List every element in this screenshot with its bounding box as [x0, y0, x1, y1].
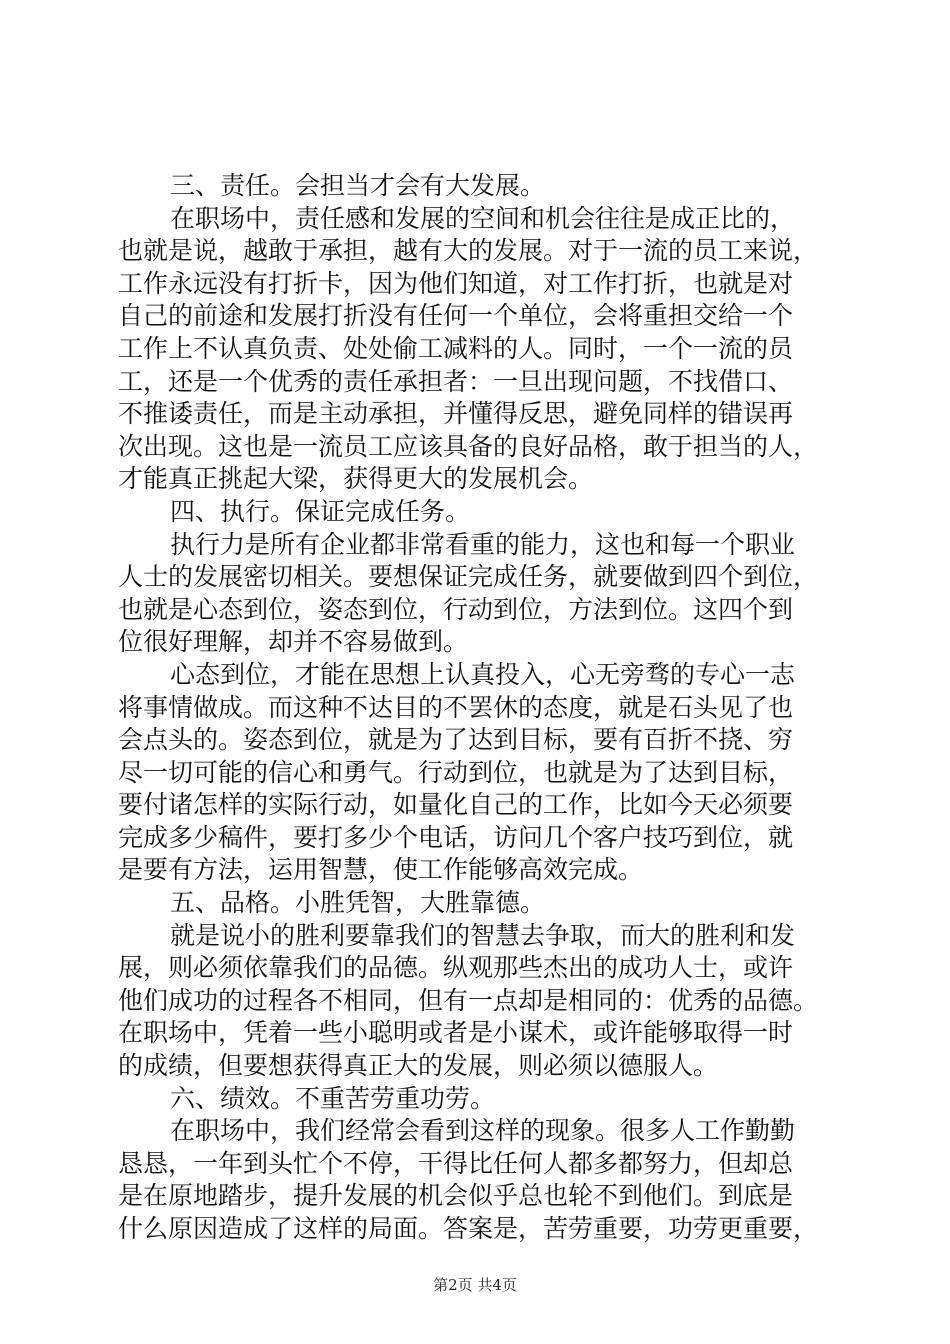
- text-line: 执行力是所有企业都非常看重的能力，这也和每一个职业: [170, 529, 796, 559]
- text-line: 才能真正挑起大梁，获得更大的发展机会。: [118, 464, 594, 494]
- text-line: 位很好理解，却并不容易做到。: [118, 627, 469, 657]
- text-line: 完成多少稿件，要打多少个电话，访问几个客户技巧到位，就: [118, 822, 794, 852]
- text-line: 在职场中，我们经常会看到这样的现象。很多人工作勤勤: [170, 1116, 796, 1146]
- text-line: 四、执行。保证完成任务。: [170, 496, 471, 526]
- text-line: 他们成功的过程各不相同，但有一点却是相同的：优秀的品德。: [118, 985, 819, 1015]
- text-line: 心态到位，才能在思想上认真投入，心无旁骛的专心一志: [170, 659, 796, 689]
- text-line: 工，还是一个优秀的责任承担者：一旦出现问题，不找借口、: [118, 366, 794, 396]
- text-line: 次出现。这也是一流员工应该具备的良好品格，敢于担当的人，: [118, 431, 819, 461]
- text-line: 六、绩效。不重苦劳重功劳。: [170, 1083, 496, 1113]
- text-line: 三、责任。会担当才会有大发展。: [170, 171, 546, 200]
- text-line: 工作永远没有打折卡，因为他们知道，对工作打折，也就是对: [118, 268, 794, 298]
- text-line: 会点头的。姿态到位，就是为了达到目标，要有百折不挠、穷: [118, 725, 794, 755]
- text-line: 是要有方法，运用智慧，使工作能够高效完成。: [118, 855, 644, 885]
- text-line: 在职场中，责任感和发展的空间和机会往往是成正比的，: [170, 203, 796, 233]
- text-line: 自己的前途和发展打折没有任何一个单位，会将重担交给一个: [118, 301, 794, 331]
- text-line: 不推诿责任，而是主动承担，并懂得反思，避免同样的错误再: [118, 399, 794, 429]
- text-line: 在职场中，凭着一些小聪明或者是小谋术，或许能够取得一时: [118, 1018, 794, 1048]
- text-line: 展，则必须依靠我们的品德。纵观那些杰出的成功人士，或许: [118, 953, 794, 983]
- text-line: 将事情做成。而这种不达目的不罢休的态度，就是石头见了也: [118, 692, 794, 722]
- text-line: 恳恳，一年到头忙个不停，干得比任何人都多都努力，但却总: [118, 1148, 794, 1178]
- document-body: [118, 170, 838, 1246]
- text-line: 是在原地踏步，提升发展的机会似乎总也轮不到他们。到底是: [118, 1181, 794, 1211]
- text-line: 要付诸怎样的实际行动，如量化自己的工作，比如今天必须要: [118, 790, 794, 820]
- text-line: 工作上不认真负责、处处偷工减料的人。同时，一个一流的员: [118, 333, 794, 363]
- text-line: 什么原因造成了这样的局面。答案是，苦劳重要，功劳更重要，: [118, 1214, 819, 1243]
- text-line: 人士的发展密切相关。要想保证完成任务，就要做到四个到位，: [118, 562, 819, 592]
- text-line: 也就是心态到位，姿态到位，行动到位，方法到位。这四个到: [118, 594, 794, 624]
- text-line: 的成绩，但要想获得真正大的发展，则必须以德服人。: [118, 1051, 719, 1081]
- text-line: 也就是说，越敢于承担，越有大的发展。对于一流的员工来说，: [118, 236, 819, 266]
- text-line: 就是说小的胜利要靠我们的智慧去争取，而大的胜利和发: [170, 920, 796, 950]
- text-line: 五、品格。小胜凭智，大胜靠德。: [170, 888, 546, 918]
- text-line: 尽一切可能的信心和勇气。行动到位，也就是为了达到目标，: [118, 757, 794, 787]
- page-footer: 第2页 共4页: [433, 1276, 517, 1294]
